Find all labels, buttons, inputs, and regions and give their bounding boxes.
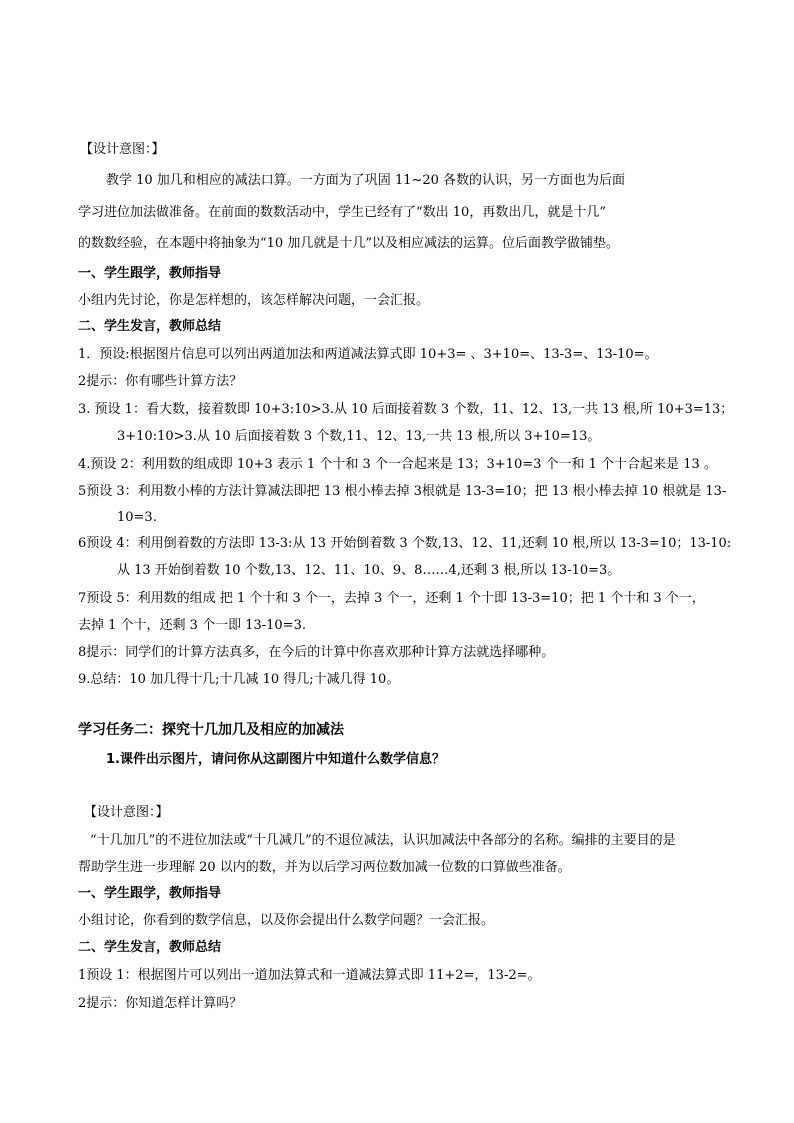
design-intent-2-line-2: 帮助学生进一步理解 20 以内的数，并为以后学习两位数加减一位数的口算做些准备。 bbox=[78, 860, 571, 875]
list-item-2-1: 1预设 1：根据图片可以列出一道加法算式和一道减法算式即 11+2=，13-2=。 bbox=[78, 968, 541, 983]
list-item-2: 2提示：你有哪些计算方法？ bbox=[78, 374, 243, 389]
section-heading-speak-2: 二、学生发言，教师总结 bbox=[78, 940, 222, 955]
design-intent-label-2: 【设计意图：】 bbox=[84, 805, 169, 820]
list-item-6-cont: 从 13 开始倒着数 10 个数,13、12、11、10、9、8……4,还剩 3 根,所以 13-10=3。 bbox=[117, 563, 621, 578]
section-heading-follow-2: 一、学生跟学，教师指导 bbox=[78, 886, 222, 901]
design-intent-line-3: 的数数经验，在本题中将抽象为“10 加几就是十几”以及相应减法的运算。位后面教学做铺垫。 bbox=[78, 236, 619, 251]
list-item-3: 3. 预设 1：看大数，接着数即 10+3:10>3.从 10 后面接着数 3 个数，11、12、13,一共 13 根,所 10+3=13； bbox=[78, 402, 734, 417]
section-heading-follow: 一、学生跟学，教师指导 bbox=[78, 266, 222, 281]
design-intent-line-2: 学习进位加法做准备。在前面的数数活动中，学生已经有了“数出 10，再数出几，就是十几” bbox=[78, 205, 606, 220]
task-two-question: 1.课件出示图片，请问你从这副图片中知道什么数学信息？ bbox=[106, 752, 445, 767]
list-item-4: 4.预设 2：利用数的组成即 10+3 表示 1 个十和 3 个一合起来是 13；3+10=3 个一和 1 个十合起来是 13 。 bbox=[78, 457, 717, 472]
list-item-7: 7预设 5：利用数的组成 把 1 个十和 3 个一，去掉 3 个一，还剩 1 个十即 13-3=10；把 1 个十和 3 个一， bbox=[78, 591, 705, 606]
list-item-5: 5预设 3：利用数小棒的方法计算减法即把 13 根小棒去掉 3根就是 13-3=10；把 13 根小棒去掉 10 根就是 13- bbox=[78, 484, 727, 499]
list-item-2-2: 2提示：你知道怎样计算吗？ bbox=[78, 996, 243, 1011]
list-item-9: 9.总结：10 加几得十几;十几减 10 得几;十减几得 10。 bbox=[78, 672, 400, 687]
task-two-title: 学习任务二：探究十几加几及相应的加减法 bbox=[78, 722, 344, 738]
list-item-8: 8提示：同学们的计算方法真多，在今后的计算中你喜欢那种计算方法就选择哪种。 bbox=[78, 645, 555, 660]
list-item-3-cont: 3+10:10>3.从 10 后面接着数 3 个数,11、12、13,一共 13 根,所以 3+10=13。 bbox=[117, 429, 601, 444]
design-intent-2-line-1: “十几加几”的不进位加法或“十几减几”的不退位减法，认识加减法中各部分的名称。编排的主要目的是 bbox=[90, 833, 676, 848]
list-item-6: 6预设 4：利用倒着数的方法即 13-3:从 13 开始倒着数 3 个数,13、12、11,还剩 10 根,所以 13-3=10；13-10: bbox=[78, 536, 732, 551]
paragraph-discuss: 小组内先讨论，你是怎样想的，该怎样解决问题，一会汇报。 bbox=[78, 293, 430, 308]
list-item-7-cont: 去掉 1 个十，还剩 3 个一即 13-10=3. bbox=[78, 618, 306, 633]
paragraph-discuss-2: 小组讨论，你看到的数学信息，以及你会提出什么数学问题？一会汇报。 bbox=[78, 913, 495, 928]
list-item-1: 1．预设:根据图片信息可以列出两道加法和两道减法算式即 10+3= 、3+10=、13-3=、13-10=。 bbox=[78, 347, 658, 362]
design-intent-line-1: 教学 10 加几和相应的减法口算。一方面为了巩固 11~20 各数的认识，另一方面也为后面 bbox=[106, 173, 626, 188]
design-intent-label: 【设计意图：】 bbox=[80, 142, 165, 157]
list-item-5-cont: 10=3. bbox=[117, 510, 157, 525]
section-heading-speak: 二、学生发言，教师总结 bbox=[78, 319, 222, 334]
